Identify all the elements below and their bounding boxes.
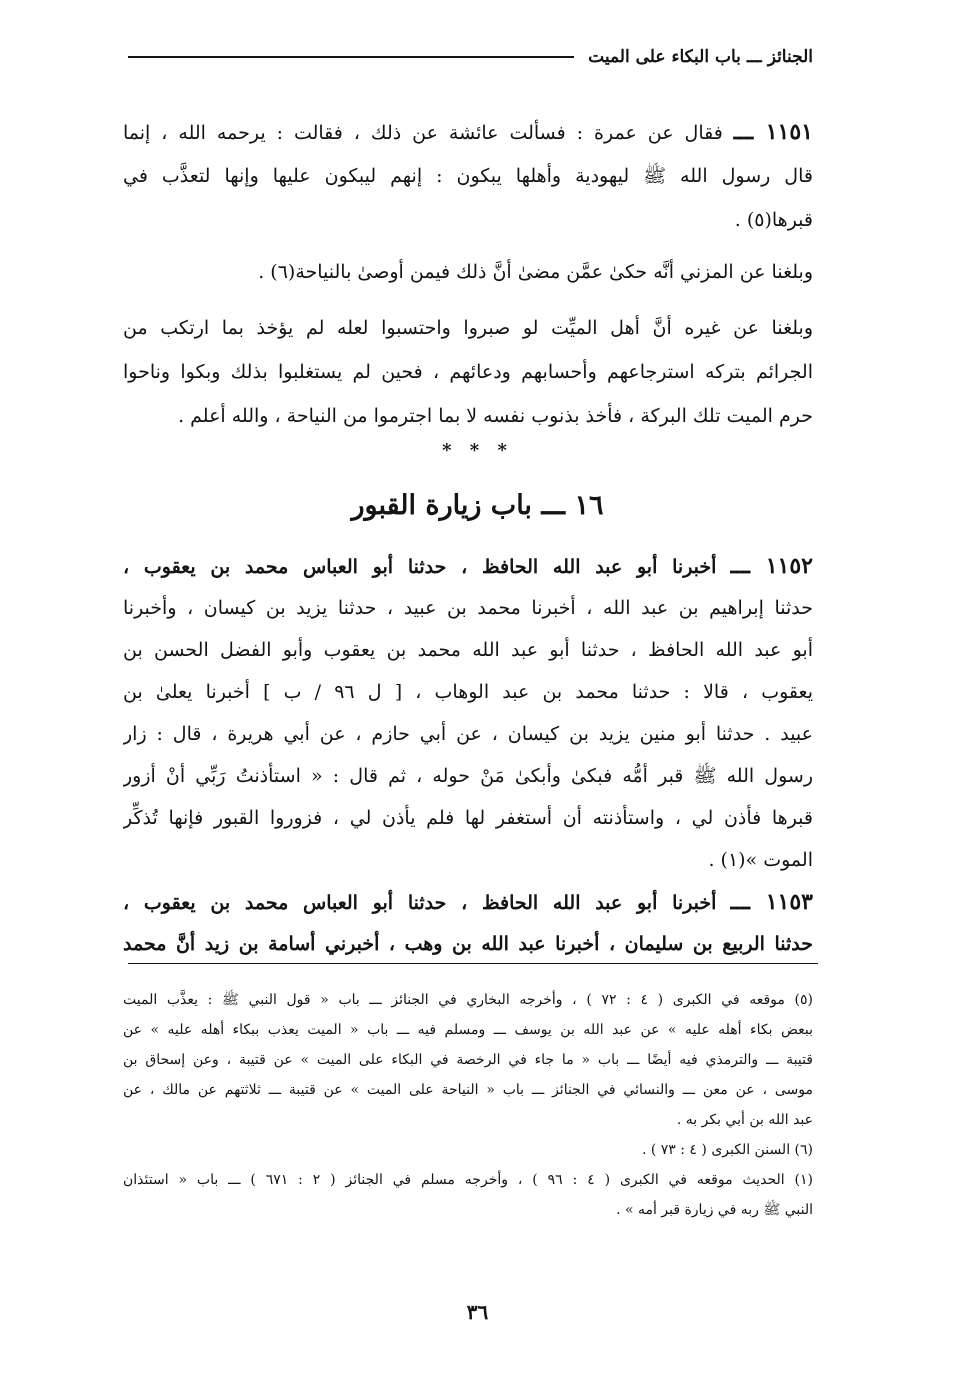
running-header-title: الجنائز ـــ باب البكاء على الميت	[588, 47, 813, 67]
hadith-1152-line-4: يعقوب ، قالا : حدثنا محمد بن عبد الوهاب ، [ ل ٩٦ / ب ] أخبرنا يعلىٰ بن	[123, 681, 813, 703]
hadith-1152-line-2: حدثنا إبراهيم بن عبد الله ، أخبرنا محمد بن عبيد ، حدثنا يزيد بن كيسان ، وأخبرنا	[123, 597, 813, 619]
text: أخبرنا أبو عبد الله الحافظ ، حدثنا أبو العباس محمد بن يعقوب ،	[123, 556, 717, 578]
footnote-1-line-1: (١) الحديث موقعه في الكبرى ( ٤ : ٩٦ ) ، وأخرجه مسلم في الجنائز ( ٢ : ٦٧١ ) ـــ باب « استئذان	[123, 1172, 813, 1188]
paragraph-ghayrihi-line-2: الجرائم بتركه استرجاعهم وأحسابهم ودعائهم ، فحين لم يستغلبوا بذلك وبكوا وناحوا	[123, 361, 813, 383]
hadith-1152-line-7: قبرها فأذن لي ، واستأذنته أن أستغفر لها فلم يأذن لي ، فزوروا القبور فإنها تُذكِّر	[123, 807, 813, 829]
hadith-1152-line-5: عبيد . حدثنا أبو منين يزيد بن كيسان ، عن أبي حازم ، عن أبي هريرة ، قال : زار	[123, 723, 813, 745]
hadith-1152-line-8: الموت »(١) .	[708, 849, 813, 871]
footnote-5-line-3: قتيبة ـــ والترمذي فيه أيضًا ـــ باب « ما جاء في الرخصة في البكاء على الميت » عن قتيبة ، وعن إسحاق بن	[123, 1052, 813, 1068]
footnote-1-line-2: النبي ﷺ ربه في زيارة قبر أمه » .	[616, 1202, 813, 1218]
chapter-title: ١٦ ـــ باب زيارة القبور	[351, 490, 604, 521]
text: أخبرنا أبو عبد الله الحافظ ، حدثنا أبو العباس محمد بن يعقوب ،	[123, 892, 717, 914]
running-header	[128, 42, 813, 72]
paragraph-muzani-line: وبلغنا عن المزني أنَّه حكىٰ عمَّن مضىٰ أنَّ ذلك فيمن أوصىٰ بالنياحة(٦) .	[258, 261, 813, 283]
paragraph-ghayrihi-line-1: وبلغنا عن غيره أنَّ أهل الميِّت لو صبروا واحتسبوا لعله لم يؤخذ بما ارتكب من	[123, 317, 813, 339]
page-number: ٣٦	[466, 1300, 489, 1324]
hadith-1151-line-1	[123, 110, 813, 154]
hadith-number: ١١٥٣ ـــ	[730, 889, 813, 915]
hadith-1151-line-2: قال رسول الله ﷺ ليهودية وأهلها يبكون : إنهم ليبكون عليها وإنها لتعذَّب في	[123, 165, 813, 187]
hadith-1153-line-2: حدثنا الربيع بن سليمان ، أخبرنا عبد الله بن وهب ، أخبرني أسامة بن زيد أنَّ محمد	[123, 933, 813, 955]
paragraph-ghayrihi-line-3: حرم الميت تلك البركة ، فأخذ بذنوب نفسه لا بما اجترموا من النياحة ، والله أعلم .	[178, 405, 813, 427]
hadith-1153-line-1	[123, 880, 813, 924]
footnote-5-line-2: ببعض بكاء أهله عليه » عن عبد الله بن يوسف ـــ ومسلم فيه ـــ باب « الميت يعذب ببكاء أهله عليه » عن	[123, 1022, 813, 1038]
section-separator: * * *	[442, 440, 513, 461]
footnote-rule	[128, 963, 818, 964]
hadith-1152-line-6: رسول الله ﷺ قبر أمُّه فبكىٰ وأبكىٰ مَنْ حوله ، ثم قال : « استأذنتُ رَبِّي أنْ أزور	[123, 765, 813, 787]
header-rule	[128, 56, 574, 58]
hadith-1152-line-3: أبو عبد الله الحافظ ، حدثنا أبو عبد الله محمد بن يعقوب وأبو الفضل الحسن بن	[123, 639, 813, 661]
text: فقال عن عمرة : فسألت عائشة عن ذلك ، فقالت : يرحمه الله ، إنما	[123, 122, 723, 144]
footnote-5-line-1: (٥) موقعه في الكبرى ( ٤ : ٧٢ ) ، وأخرجه البخاري في الجنائز ـــ باب « قول النبي ﷺ : يعذَّب الميت	[123, 992, 813, 1008]
footnote-5-line-5: عبد الله بن أبي بكر به .	[676, 1112, 813, 1128]
footnote-6: (٦) السنن الكبرى ( ٤ : ٧٣ ) .	[641, 1142, 813, 1158]
hadith-1151-line-3: قبرها(٥) .	[734, 209, 813, 231]
hadith-1152-line-1	[123, 544, 813, 588]
hadith-number: ١١٥١ ـــ	[733, 119, 813, 145]
hadith-number: ١١٥٢ ـــ	[730, 553, 813, 579]
footnote-5-line-4: موسى ، عن معن ـــ والنسائي في الجنائز ـــ باب « النياحة على الميت » عن قتيبة ـــ ثلاثتهم عن مالك ، عن	[123, 1082, 813, 1098]
